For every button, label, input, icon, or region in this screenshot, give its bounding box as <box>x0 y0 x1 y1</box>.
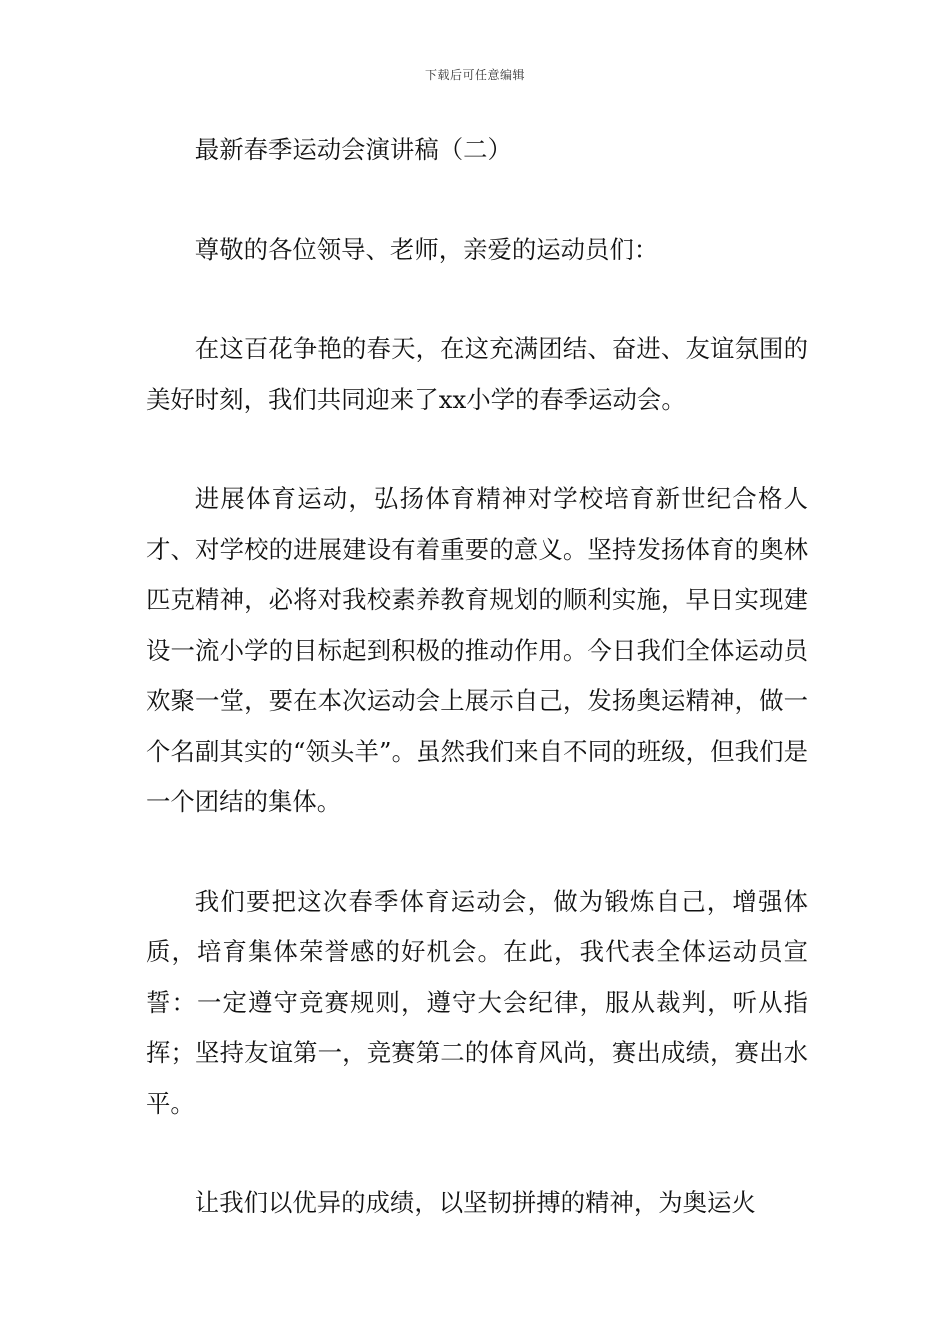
paragraph-1: 在这百花争艳的春天，在这充满团结、奋进、友谊氛围的美好时刻，我们共同迎来了xx小学的春季运动会。 <box>146 334 808 414</box>
document-body <box>146 125 808 1278</box>
document-title: 最新春季运动会演讲稿（二） <box>194 135 512 164</box>
paragraph-3: 我们要把这次春季体育运动会，做为锻炼自己，增强体质，培育集体荣誉感的好机会。在此，我代表全体运动员宣誓：一定遵守竞赛规则，遵守大会纪律，服从裁判，听从指挥；坚持友谊第一，竞赛第二的体育风尚，赛出成绩，赛出水平。 <box>146 886 808 1118</box>
salutation: 尊敬的各位领导、老师，亲爱的运动员们： <box>194 234 659 264</box>
paragraph-4: 让我们以优异的成绩，以坚韧拼搏的精神，为奥运火 <box>194 1188 756 1217</box>
paragraph-2: 进展体育运动，弘扬体育精神对学校培育新世纪合格人才、对学校的进展建设有着重要的意义。坚持发扬体育的奥林匹克精神，必将对我校素养教育规划的顺利实施，早日实现建设一流小学的目标起到积极的推动作用。今日我们全体运动员欢聚一堂，要在本次运动会上展示自己，发扬奥运精神，做一个名副其实的“领头羊”。虽然我们来自不同的班级，但我们是一个团结的集体。 <box>146 484 808 816</box>
header-note: 下载后可任意编辑 <box>424 68 525 82</box>
